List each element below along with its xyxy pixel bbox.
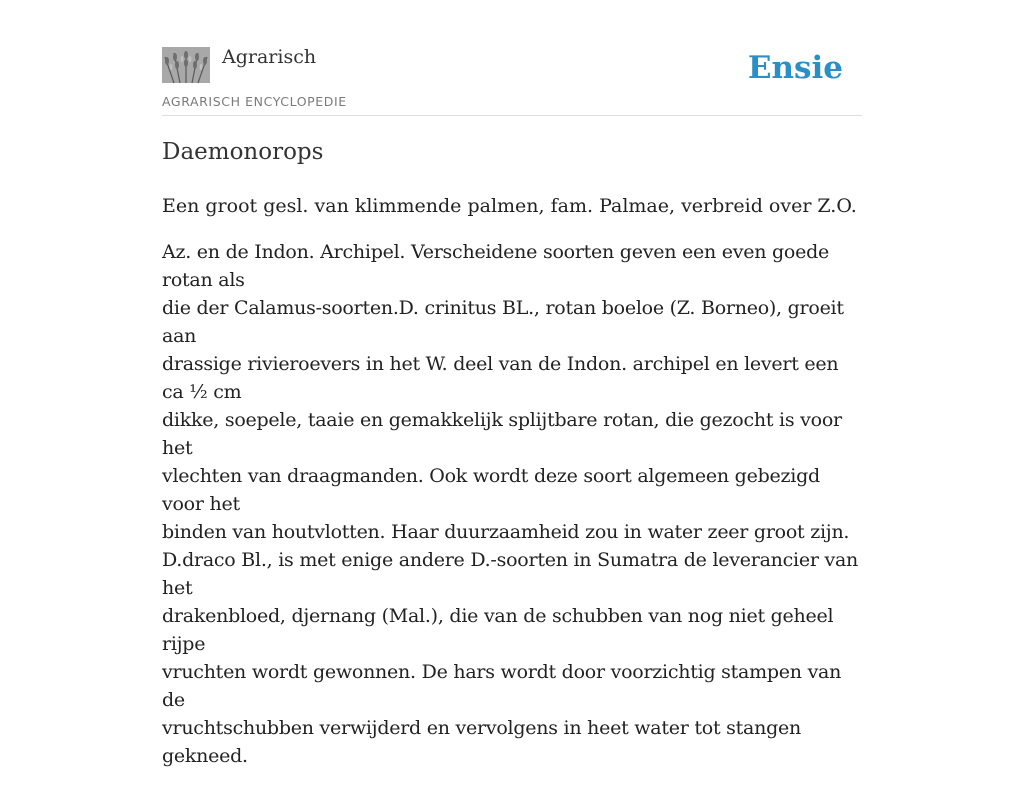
- site-header: [162, 44, 862, 116]
- article-body: [162, 192, 862, 788]
- header-divider: [162, 115, 862, 116]
- brand-logo-link[interactable]: Ensie: [747, 50, 843, 86]
- article-paragraph: Een groot gesl. van klimmende palmen, fam. Palmae, verbreid over Z.O.: [162, 195, 857, 217]
- wheat-icon[interactable]: [162, 47, 210, 83]
- article-title: Daemonorops: [162, 139, 324, 165]
- article-paragraph: Az. en de Indon. Archipel. Verscheidene soorten geven een even goede rotan als die der Calamus-soorten.D. crinitus BL., rotan boeloe (Z. Borneo), groeit aan drassige rivieroevers in het W. deel van de Indon. archipel en levert een ca ½ cm dikke, soepele, taaie en gemakkelijk splijtbare rotan, die gezocht is voor het vlechten van draagmanden. Ook wordt deze soort algemeen gebezigd voor het binden van houtvlotten. Haar duurzaamheid zou in water zeer groot zijn. D.draco Bl., is met enige andere D.-soorten in Sumatra de leverancier van het drakenbloed, djernang (Mal.), die van de schubben van nog niet geheel rijpe vruchten wordt gewonnen. De hars wordt door voorzichtig stampen van de vruchtschubben verwijderd en vervolgens in heet water tot stangen gekneed.: [162, 241, 859, 767]
- source-full-name: AGRARISCH ENCYCLOPEDIE: [162, 94, 347, 109]
- source-name[interactable]: Agrarisch: [222, 46, 317, 68]
